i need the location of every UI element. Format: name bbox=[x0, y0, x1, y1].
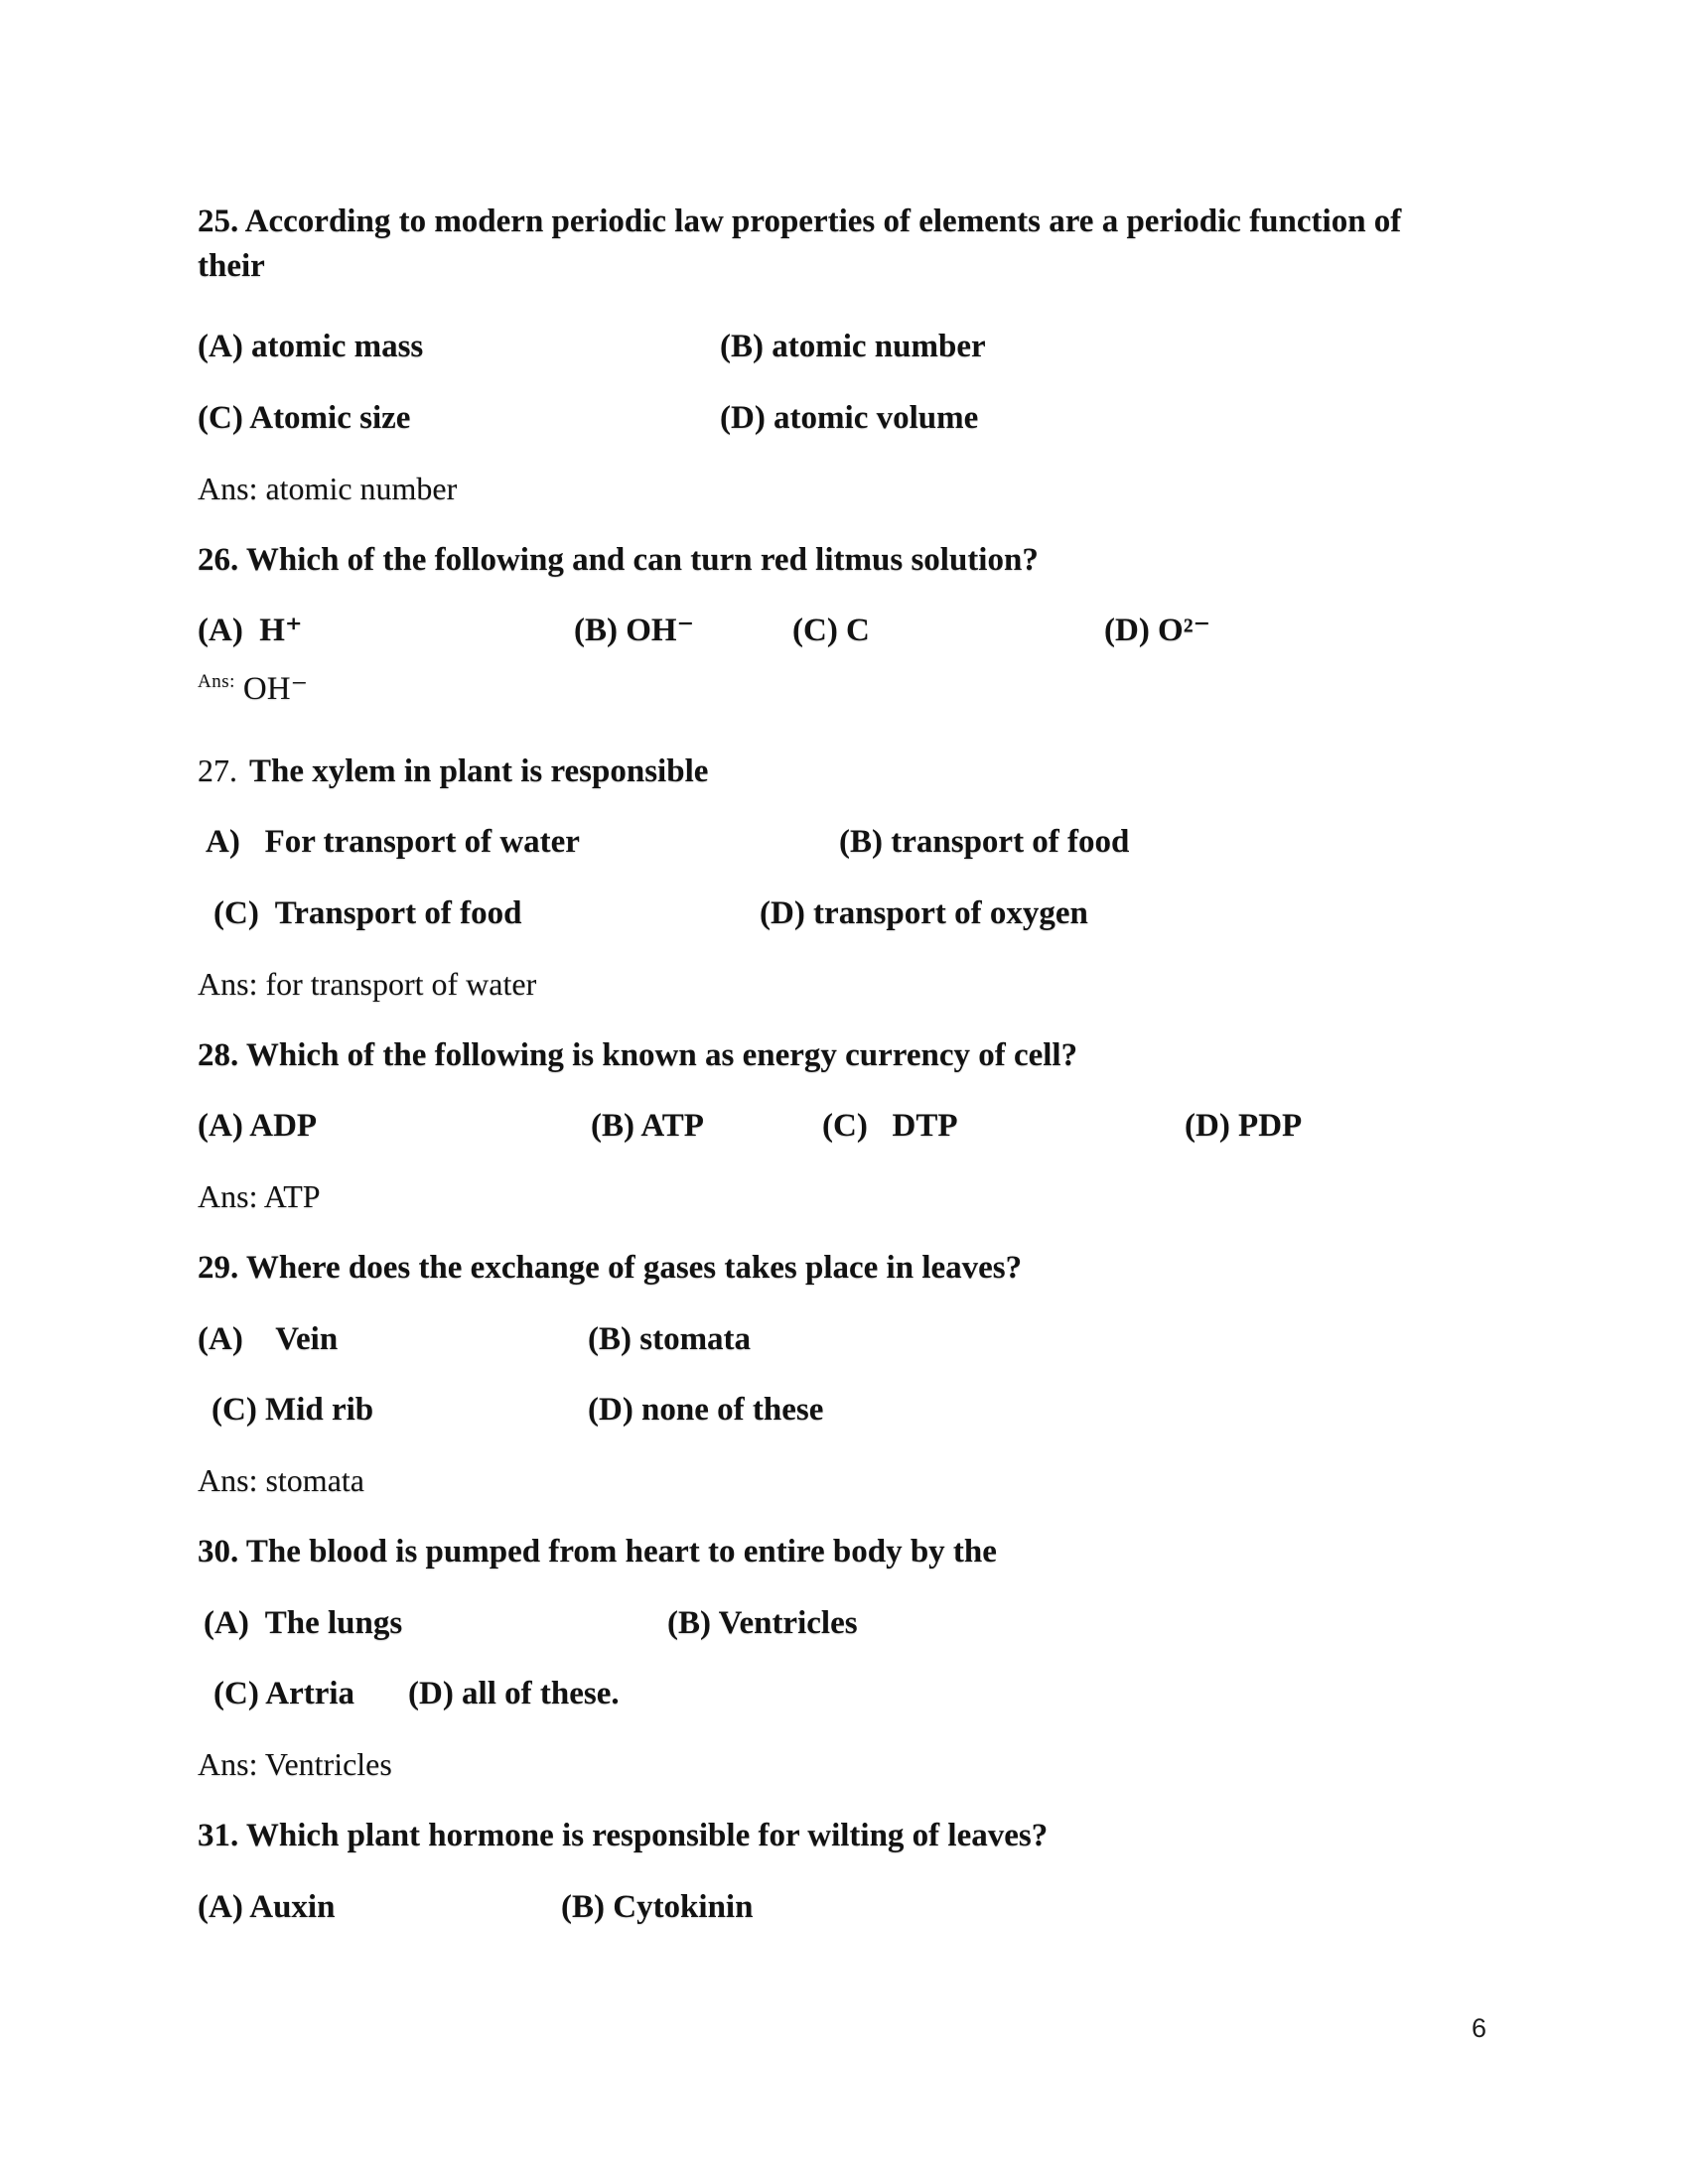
q26-option-a: (A) H⁺ bbox=[198, 613, 303, 648]
q26-option-d: (D) O²⁻ bbox=[1104, 613, 1211, 648]
q26-answer-prefix: Ans: bbox=[198, 671, 235, 693]
q30-option-c: (C) Artria bbox=[213, 1676, 355, 1711]
q26-option-c: (C) C bbox=[792, 613, 870, 648]
q27-title: The xylem in plant is responsible bbox=[249, 753, 709, 789]
q25-heading-line-1: 25. According to modern periodic law properties of elements are a periodic function of bbox=[198, 204, 1402, 239]
q28-option-b: (B) ATP bbox=[591, 1108, 704, 1144]
q27-number: 27. bbox=[198, 752, 237, 788]
q27-option-a: A) For transport of water bbox=[206, 824, 580, 860]
q29-option-a: (A) Vein bbox=[198, 1321, 339, 1357]
q28-option-a: (A) ADP bbox=[198, 1108, 318, 1144]
q27-option-d: (D) transport of oxygen bbox=[760, 895, 1088, 931]
q29-answer-line: Ans: stomata bbox=[198, 1462, 364, 1498]
q25-answer-line: Ans: atomic number bbox=[198, 471, 458, 506]
q25-option-d: (D) atomic volume bbox=[720, 400, 979, 436]
q29-option-c: (C) Mid rib bbox=[211, 1392, 374, 1428]
q28-option-c: (C) DTP bbox=[822, 1108, 958, 1144]
q26-answer-line bbox=[198, 671, 308, 707]
q27-heading bbox=[198, 753, 708, 789]
q30-option-a: (A) The lungs bbox=[204, 1605, 403, 1641]
q30-answer-line: Ans: Ventricles bbox=[198, 1746, 392, 1782]
q31-option-a: (A) Auxin bbox=[198, 1889, 336, 1925]
q30-heading: 30. The blood is pumped from heart to entire body by the bbox=[198, 1534, 997, 1570]
q26-heading: 26. Which of the following and can turn red litmus solution? bbox=[198, 542, 1039, 578]
q31-option-b: (B) Cytokinin bbox=[561, 1889, 754, 1925]
q27-option-c: (C) Transport of food bbox=[213, 895, 522, 931]
q27-option-b: (B) transport of food bbox=[839, 824, 1130, 860]
q26-option-b: (B) OH⁻ bbox=[574, 613, 694, 648]
q30-option-d: (D) all of these. bbox=[408, 1676, 620, 1711]
q25-heading-line-2: their bbox=[198, 248, 265, 284]
q31-heading: 31. Which plant hormone is responsible for wilting of leaves? bbox=[198, 1818, 1049, 1853]
q26-answer-value: OH⁻ bbox=[242, 671, 308, 707]
q25-option-a: (A) atomic mass bbox=[198, 329, 424, 364]
q27-answer-line: Ans: for transport of water bbox=[198, 966, 537, 1002]
q28-heading: 28. Which of the following is known as energy currency of cell? bbox=[198, 1037, 1078, 1073]
q29-option-b: (B) stomata bbox=[588, 1321, 752, 1357]
q29-heading: 29. Where does the exchange of gases takes place in leaves? bbox=[198, 1250, 1023, 1286]
page-number: 6 bbox=[1472, 2013, 1487, 2043]
q29-option-d: (D) none of these bbox=[588, 1392, 824, 1428]
q25-option-c: (C) Atomic size bbox=[198, 400, 411, 436]
q28-answer-line: Ans: ATP bbox=[198, 1178, 321, 1214]
q30-option-b: (B) Ventricles bbox=[667, 1605, 858, 1641]
q25-option-b: (B) atomic number bbox=[720, 329, 986, 364]
q28-option-d: (D) PDP bbox=[1185, 1108, 1303, 1144]
